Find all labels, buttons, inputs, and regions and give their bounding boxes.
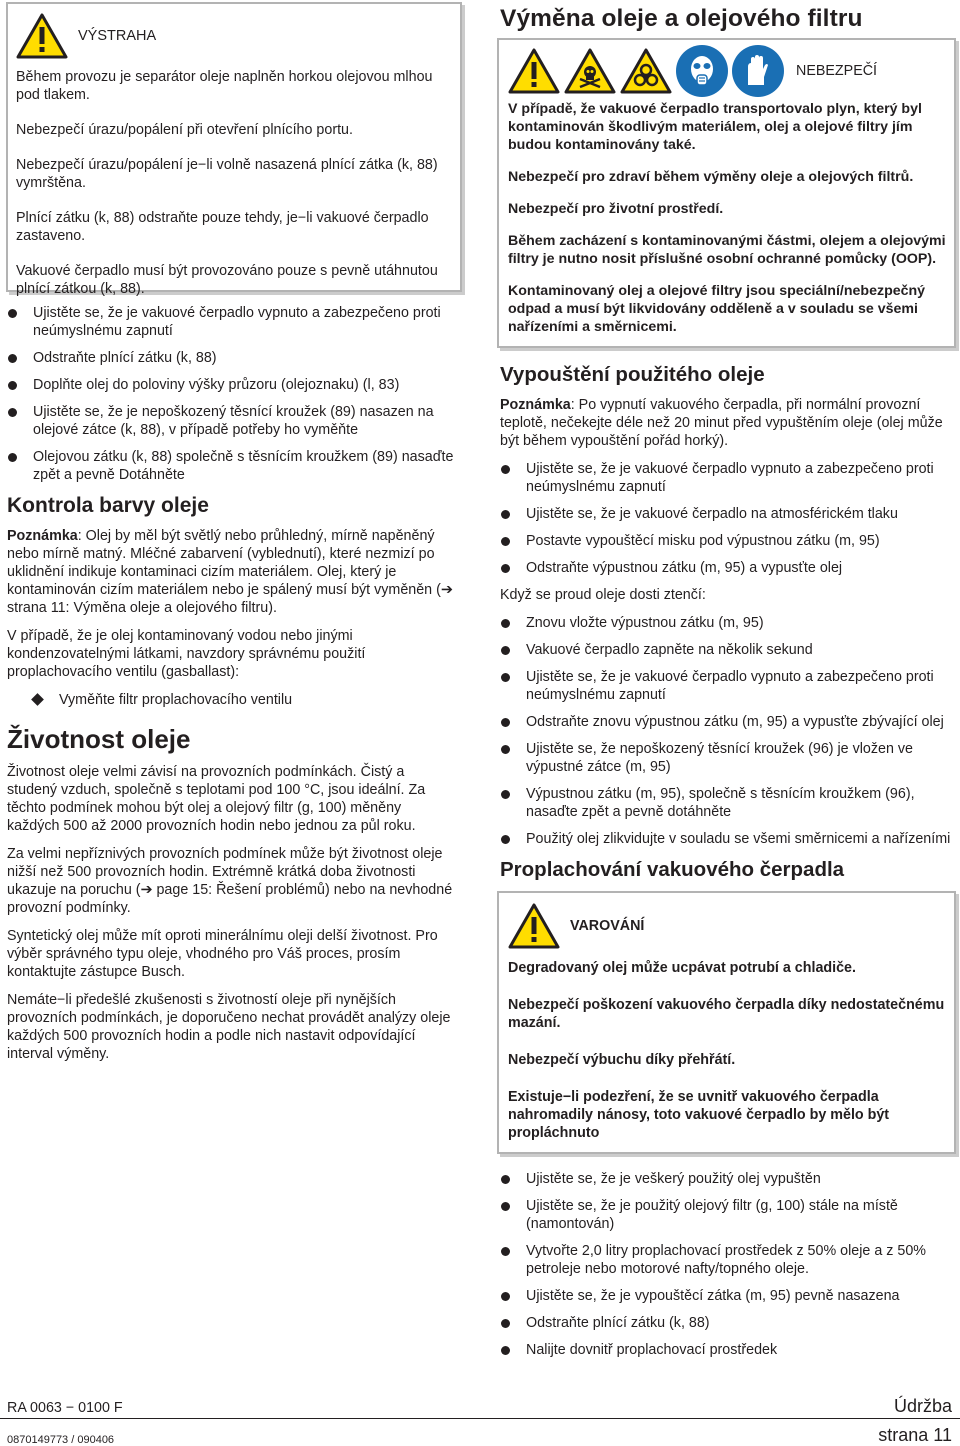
flush-warning-paragraph: Nebezpečí výbuchu díky přehřátí. [508,1052,736,1068]
flush-warning-paragraph: Degradovaný olej může ucpávat potrubí a chladiče. [508,960,856,976]
list-item: Odstraňte plnící zátku (k, 88) [7,349,455,367]
bullet-icon [8,408,17,417]
danger-paragraph: Kontaminovaný olej a olejové filtry jsou speciální/nebezpečný odpad a musí být likvidovány odděleně a v souladu se všemi nařízeními a směrnicemi. [508,283,926,335]
warning-paragraph: Vakuové čerpadlo musí být provozováno pouze s pevně utáhnutou plnící zátkou (k, 88). [16,263,438,297]
biohazard-icon [620,48,672,94]
warning-box [6,2,462,297]
footer-divider [0,1418,960,1419]
bullet-icon [8,354,17,363]
section-name: Údržba [893,1396,952,1416]
bullet-icon [501,745,510,754]
warning-triangle-icon [508,48,560,94]
oil-color-sublist [7,691,455,709]
list-item: Odstraňte znovu výpustnou zátku (m, 95) a vypusťte zbývající olej [500,713,952,731]
list-item: Ujistěte se, že je vypouštěcí zátka (m, 95) pevně nasazena [500,1287,952,1305]
list-item: Odstraňte výpustnou zátku (m, 95) a vypusťte olej [500,559,952,577]
note-label: Poznámka [7,528,78,544]
bullet-icon [8,381,17,390]
fill-steps-list [7,304,455,484]
drain-mid-text: Když se proud oleje dosti ztenčí: [500,587,706,603]
list-item: Znovu vložte výpustnou zátku (m, 95) [500,614,952,632]
bullet-icon [8,453,17,462]
note-label: Poznámka [500,397,571,413]
bullet-icon [501,510,510,519]
danger-title: NEBEZPEČÍ [796,63,878,79]
oil-life-paragraph: Syntetický olej může mít oproti minerálnímu oleji delší životnost. Pro výběr správného typu oleje, vhodného pro Váš proces, prosím kontaktujte zástupce Busch. [7,928,438,980]
list-item: Ujistěte se, že je použitý olejový filtr (g, 100) stále na místě (namontován) [500,1197,952,1233]
list-item: Ujistěte se, že je veškerý použitý olej vypuštěn [500,1170,952,1188]
heading-oil-color: Kontrola barvy oleje [7,494,209,517]
flush-warning-box [497,891,956,1154]
flush-warning-header [508,901,946,951]
list-item: Vyměňte filtr proplachovacího ventilu [7,691,455,709]
left-column [7,0,455,1073]
page-number: strana 11 [878,1425,952,1445]
diamond-bullet-icon [31,693,44,706]
flush-warning-paragraph: Nebezpečí poškození vakuového čerpadla díky nedostatečnému mazání. [508,997,945,1031]
bullet-icon [501,1346,510,1355]
danger-paragraph: Nebezpečí pro životní prostředí. [508,201,724,217]
list-item: Vytvořte 2,0 litry proplachovací prostředek z 50% oleje a z 50% petroleje nebo motorové nafty/topného oleje. [500,1242,952,1278]
drain-note: Poznámka: Po vypnutí vakuového čerpadla, při normální provozní teplotě, nečekejte déle než 20 minut před vypuštěním oleje (olej může být během vypouštění pořád horký). [500,397,943,449]
doc-number: 0870149773 / 090406 [7,1434,115,1446]
oil-life-paragraph: Za velmi nepříznivých provozních podmínek může být životnost oleje nižší než 500 provozních hodin. Extrémně krátká doba životnosti ukazuje na poruchu (➔ page 15: Řešení problémů) nebo na nevhodné provozní podmínky. [7,846,453,916]
flush-warning-paragraph: Existuje−li podezření, že se uvnitř vakuového čerpadla nahromadily nánosy, toto vakuové čerpadlo by mělo být propláchnuto [508,1089,890,1141]
list-item: Ujistěte se, že je vakuové čerpadlo na atmosférickém tlaku [500,505,952,523]
drain-steps-list-2 [500,614,952,848]
skull-crossbones-icon [564,48,616,94]
bullet-icon [501,1202,510,1211]
heading-oil-life: Životnost oleje [7,724,191,754]
list-item: Postavte vypouštěcí misku pod výpustnou zátku (m, 95) [500,532,952,550]
danger-box [497,38,956,348]
bullet-icon [501,646,510,655]
list-item: Vakuové čerpadlo zapněte na několik sekund [500,641,952,659]
danger-header [508,48,946,94]
protective-gloves-icon [732,45,784,97]
oil-color-note: Poznámka: Olej by měl být světlý nebo průhledný, mírně napěněný nebo mírně matný. Mléčné zabarvení (vyblednutí), které nezmizí po uklidnění indikuje kontaminaci cizím materiálem. Olej, který je kontaminován cizím materiálem nebo je spálený musí být vyměněn (➔ strana 11: Výměna oleje a olejového filtru). [7,528,453,616]
danger-paragraph: V případě, že vakuové čerpadlo transportovalo plyn, který byl kontaminován škodlivým materiálem, olej a olejové filtry jím budou kontaminovány také. [508,101,922,153]
bullet-icon [501,790,510,799]
oil-life-paragraph: Životnost oleje velmi závisí na provozních podmínkách. Čistý a studený vzduch, společně s teplotami pod 100 °C, jsou ideální. Za těchto podmínek mohou být olej a olejový filtr (g, 100) měněny každých 500 až 2000 provozních hodin nebo jednou za půl roku. [7,764,426,834]
bullet-icon [501,537,510,546]
warning-paragraph: Plnící zátku (k, 88) odstraňte pouze tehdy, je−li vakuové čerpadlo zastaveno. [16,210,429,244]
list-item: Ujistěte se, že nepoškozený těsnící kroužek (96) je vložen ve výpustné zátce (m, 95) [500,740,952,776]
list-item: Výpustnou zátku (m, 95), společně s těsnícím kroužkem (96), nasaďte zpět a pevně dotáhněte [500,785,952,821]
bullet-icon [501,1175,510,1184]
list-item: Doplňte olej do poloviny výšky průzoru (olejoznaku) (l, 83) [7,376,455,394]
warning-paragraph: Během provozu je separátor oleje naplněn horkou olejovou mlhou pod tlakem. [16,69,433,103]
bullet-icon [501,1319,510,1328]
drain-steps-list [500,460,952,577]
heading-drain-oil: Vypouštění použitého oleje [500,363,765,386]
bullet-icon [501,1292,510,1301]
warning-triangle-icon [508,903,560,949]
warning-paragraph: Nebezpečí úrazu/popálení při otevření plnícího portu. [16,122,353,138]
list-item: Ujistěte se, že je vakuové čerpadlo vypnuto a zabezpečeno proti neúmyslnému zapnutí [500,668,952,704]
bullet-icon [501,835,510,844]
bullet-icon [501,619,510,628]
right-column [500,0,952,1368]
list-item: Ujistěte se, že je vakuové čerpadlo vypnuto a zabezpečeno proti neúmyslnému zapnutí [7,304,455,340]
bullet-icon [501,465,510,474]
oil-color-paragraph: V případě, že je olej kontaminovaný vodou nebo jinými kondenzovatelnými látkami, navzdory správnému použití proplachovacího ventilu (gasballast): [7,628,366,680]
hazard-icons [508,45,784,97]
list-item: Olejovou zátku (k, 88) společně s těsnícím kroužkem (89) nasaďte zpět a pevně Dotáhněte [7,448,455,484]
doc-code: RA 0063 − 0100 F [7,1400,123,1416]
warning-header [16,12,452,60]
heading-flush: Proplachování vakuového čerpadla [500,858,845,881]
list-item: Ujistěte se, že je vakuové čerpadlo vypnuto a zabezpečeno proti neúmyslnému zapnutí [500,460,952,496]
list-item: Nalijte dovnitř proplachovací prostředek [500,1341,952,1359]
warning-triangle-icon [16,13,68,59]
respirator-mask-icon [676,45,728,97]
bullet-icon [501,718,510,727]
danger-paragraph: Během zacházení s kontaminovanými částmi, olejem a olejovými filtry je nutno nosit příslušné osobní ochranné pomůcky (OOP). [508,233,946,267]
list-item: Použitý olej zlikvidujte v souladu se všemi směrnicemi a nařízeními [500,830,952,848]
danger-paragraph: Nebezpečí pro zdraví během výměny oleje a olejových filtrů. [508,169,914,185]
bullet-icon [501,564,510,573]
warning-title: VÝSTRAHA [78,28,157,44]
flush-steps-list [500,1170,952,1359]
list-item: Ujistěte se, že je nepoškozený těsnící kroužek (89) nasazen na olejové zátce (k, 88), v případě potřeby ho vyměňte [7,403,455,439]
warning-paragraph: Nebezpečí úrazu/popálení je−li volně nasazená plnící zátka (k, 88) vymrštěna. [16,157,438,191]
bullet-icon [8,309,17,318]
list-item: Odstraňte plnící zátku (k, 88) [500,1314,952,1332]
flush-warning-title: VAROVÁNÍ [570,918,645,934]
bullet-icon [501,1247,510,1256]
oil-life-paragraph: Nemáte−li předešlé zkušenosti s životností oleje při nynějších provozních podmínkách, je doporučeno nechat provádět analýzy oleje každých 500 provozních hodin a podle nich nastavit odpovídající interval výměny. [7,992,451,1062]
bullet-icon [501,673,510,682]
page-title: Výměna oleje a olejového filtru [500,5,863,32]
